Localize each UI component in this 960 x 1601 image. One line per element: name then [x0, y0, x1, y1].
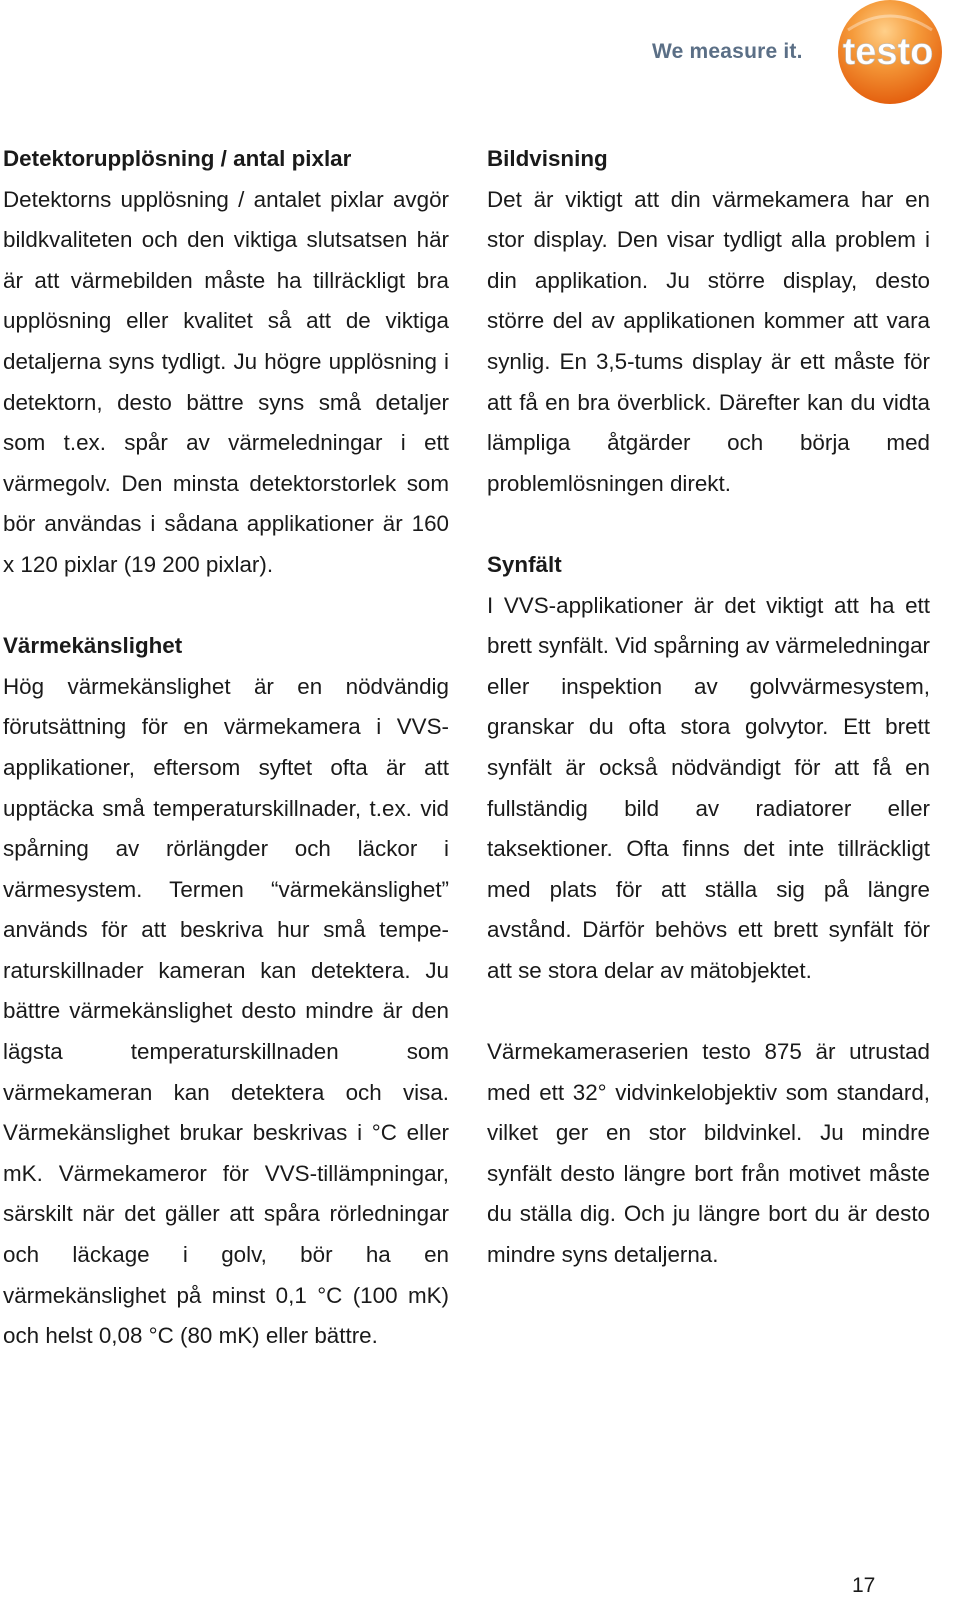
section-heading-thermal-sensitivity: Värmekänslighet: [3, 633, 183, 659]
testo-logo: [824, 0, 952, 110]
section-heading-detector-resolution: Detektorupplösning / antal pixlar: [3, 146, 352, 171]
left-column: [3, 139, 449, 1357]
section-body-field-of-view: I VVS-applikationer är det viktigt att ha ett brett synfält. Vid spårning av värmeledningar eller inspektion av golvvärmesystem, granskar du ofta stora golvytor. Ett brett synfält är också nödvändigt för att få en fullständig bild av radiatorer eller taksektioner. Ofta finns det inte tillräckligt med plats för att ställa sig på längre avstånd. Därför behövs ett brett synfält för att se stora delar av mätobjektet.: [487, 592, 930, 983]
section-body-detector-resolution: Detektorns upplösning / antalet pixlar avgör bildkvaliteten och den viktiga slutsatsen här är att värmebilden måste ha tillräckligt bra upplösning eller kvalitet så att de viktiga detaljerna syns tydligt. Ju högre upplösning i detektorn, desto bättre syns små detaljer som t.ex. spår av värmeledningar i ett värmegolv. Den minsta detektorstorlek som bör användas i sådana applikationer är 160 x 120 pixlar (19 200 pixlar).: [3, 186, 449, 577]
brand-slogan: We measure it.: [652, 40, 803, 63]
section-body-testo-875: Värmekameraserien testo 875 är utrustad med ett 32° vidvinkelobjektiv som standard, vilket ger en stor bildvinkel. Ju mindre synfält desto längre bort från motivet måste du ställa dig. Och ju längre bort du är desto mindre syns detaljerna.: [487, 1039, 930, 1268]
section-heading-field-of-view: Synfält: [487, 551, 562, 577]
section-body-display: Det är viktigt att din värmekamera har en stor display. Den visar tydligt alla problem i din applikation. Ju större display, desto större del av applikationen kommer att vara synlig. En 3,5-tums display är ett måste för att få en bra överblick. Därefter kan du vidta lämpliga åtgärder och börja med problemlösningen direkt.: [487, 186, 930, 496]
section-body-thermal-sensitivity: Hög värmekänslighet är en nödvändig förutsättning för en värmekamera i VVS-applikationer, eftersom syftet ofta är att upptäcka små temperaturskillnader, t.ex. vid spårning av rörlängder och läckor i värmesystem. Termen “värmekänslighet” används för att beskriva hur små temperaturskillnader kameran kan detektera. Ju bättre värmekänslighet desto mindre är den lägsta temperaturskillnaden som värmekameran kan detektera och visa. Värmekänslighet brukar beskrivas i °C eller mK. Värmekameror för VVS-tillämpningar, särskilt när det gäller att spåra rörledningar och läckage i golv, bör ha en värmekänslighet på minst 0,1 °C (100 mK) och helst 0,08 °C (80 mK) eller bättre.: [3, 673, 449, 1349]
page-number: 17: [852, 1574, 876, 1597]
page-header: [0, 0, 960, 120]
right-column: [487, 139, 930, 1276]
testo-logo-wordmark: testo: [842, 31, 934, 73]
section-heading-display: Bildvisning: [487, 146, 608, 171]
